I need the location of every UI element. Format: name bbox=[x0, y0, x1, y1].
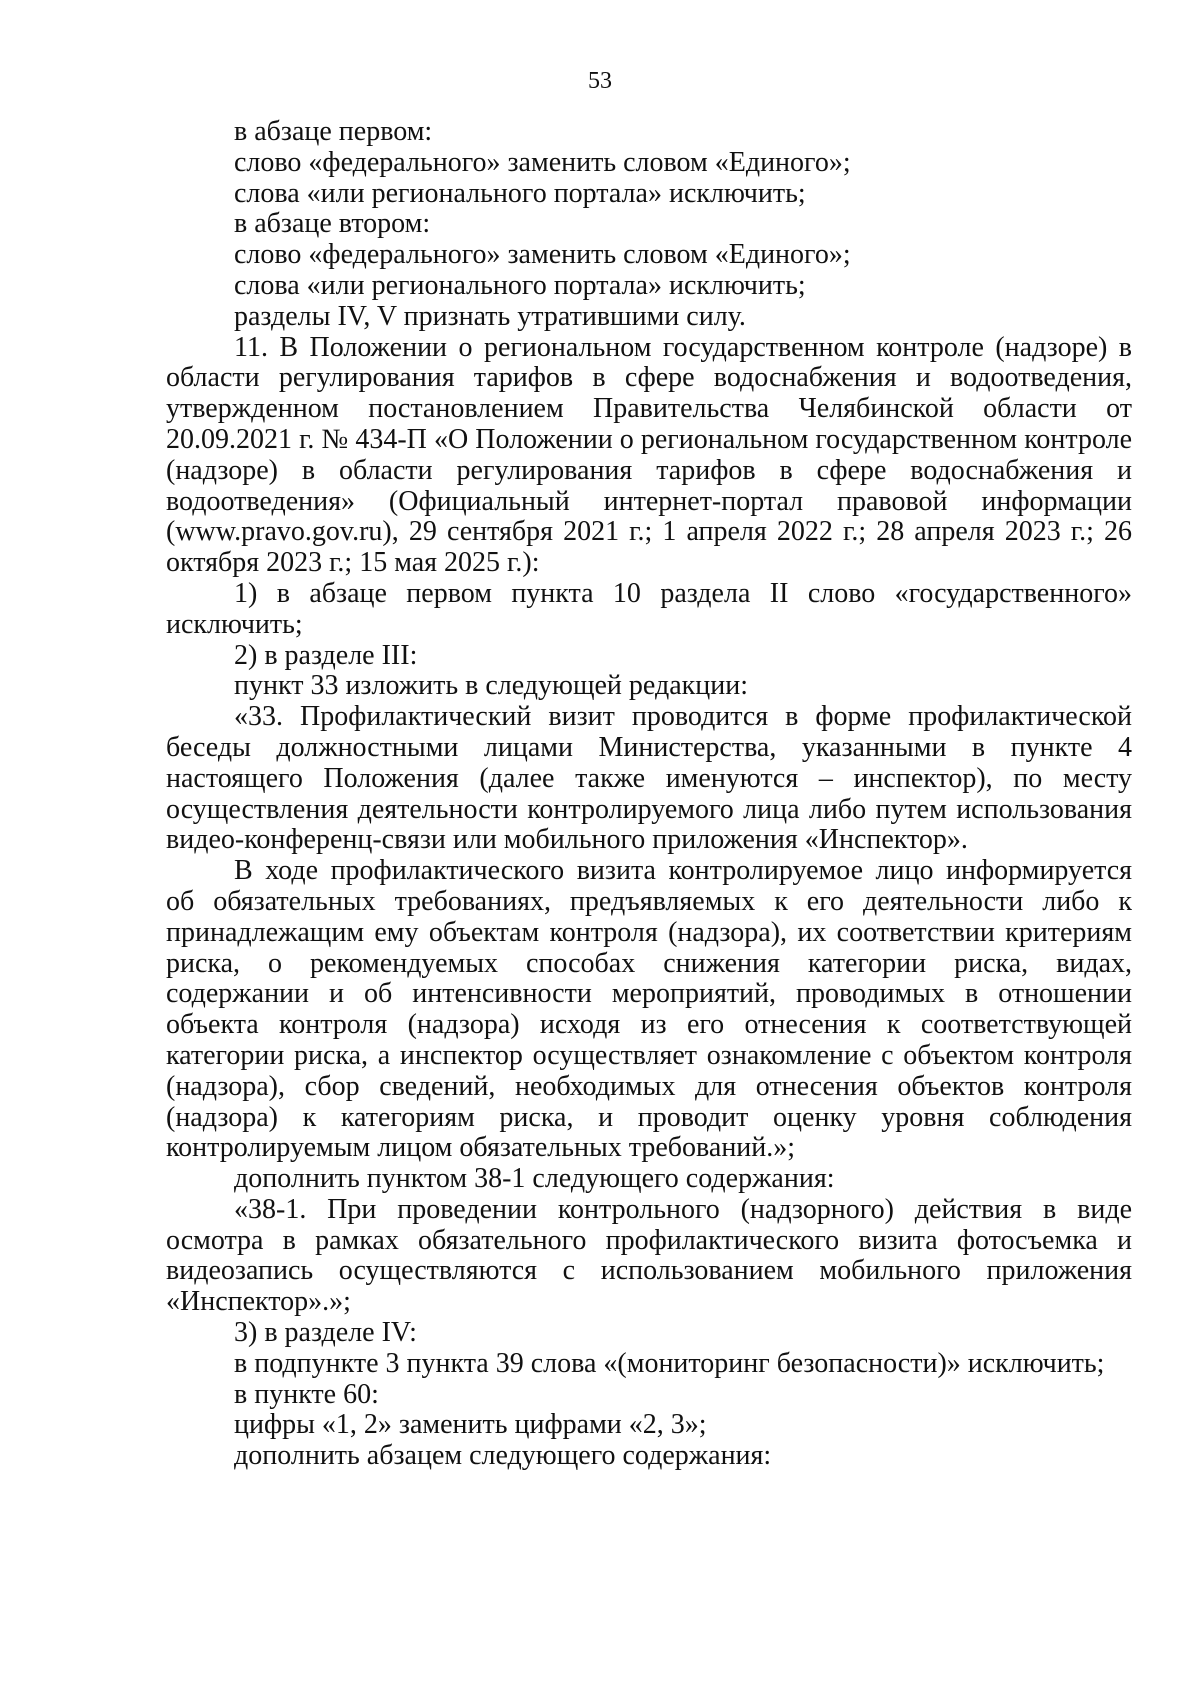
paragraph: 2) в разделе III: bbox=[234, 639, 418, 671]
paragraph: 3) в разделе IV: bbox=[234, 1317, 417, 1349]
paragraph: в подпункте 3 пункта 39 слова «(мониторинг безопасности)» исключить; bbox=[234, 1347, 1105, 1379]
paragraph: цифры «1, 2» заменить цифрами «2, 3»; bbox=[234, 1409, 707, 1441]
paragraph: В ходе профилактического визита контролируемое лицо информируется об обязательных требованиях, предъявляемых к его деятельности либо к принадлежащим ему объектам контроля (надзора), их соответствии критериям риска, о рекомендуемых способах снижения категории риска, видах, содержании и об интенсивности мероприятий, проводимых в отношении объекта контроля (надзора) исходя из его отнесения к соответствующей категории риска, а инспектор осуществляет ознакомление с объектом контроля (надзора), сбор сведений, необходимых для отнесения объектов контроля (надзора) к категориям риска, и проводит оценку уровня соблюдения контролируемым лицом обязательных требований.»; bbox=[166, 855, 1132, 1164]
paragraph: в пункте 60: bbox=[234, 1378, 379, 1410]
paragraph: пункт 33 изложить в следующей редакции: bbox=[234, 670, 748, 702]
paragraph: слово «федерального» заменить словом «Единого»; bbox=[234, 146, 851, 178]
page-number: 53 bbox=[588, 68, 612, 94]
paragraph: 11. В Положении о региональном государственном контроле (надзоре) в области регулирования тарифов в сфере водоснабжения и водоотведения, утвержденном постановлением Правительства Челябинской области от 20.09.2021 г. № 434-П «О Положении о региональном государственном контроле (надзоре) в области регулирования тарифов в сфере водоснабжения и водоотведения» (Официальный интернет-портал правовой информации (www.pravo.gov.ru), 29 сентября 2021 г.; 1 апреля 2022 г.; 28 апреля 2023 г.; 26 октября 2023 г.; 15 мая 2025 г.): bbox=[166, 331, 1132, 579]
paragraph: дополнить пунктом 38-1 следующего содержания: bbox=[234, 1163, 835, 1195]
paragraph: 1) в абзаце первом пункта 10 раздела II слово «государственного» исключить; bbox=[166, 577, 1132, 640]
paragraph: дополнить абзацем следующего содержания: bbox=[234, 1440, 772, 1472]
paragraph: «33. Профилактический визит проводится в форме профилактической беседы должностными лицами Министерства, указанными в пункте 4 настоящего Положения (далее также именуются – инспектор), по месту осуществления деятельности контролируемого лица либо путем использования видео-конференц-связи или мобильного приложения «Инспектор». bbox=[166, 701, 1132, 856]
paragraph: слова «или регионального портала» исключить; bbox=[234, 177, 806, 209]
document-body bbox=[166, 117, 1132, 1472]
paragraph: в абзаце втором: bbox=[234, 208, 431, 240]
paragraph: разделы IV, V признать утратившими силу. bbox=[234, 300, 746, 332]
paragraph: слово «федерального» заменить словом «Единого»; bbox=[234, 239, 851, 271]
paragraph: в абзаце первом: bbox=[234, 116, 433, 147]
paragraph: слова «или регионального портала» исключить; bbox=[234, 269, 806, 301]
paragraph: «38-1. При проведении контрольного (надзорного) действия в виде осмотра в рамках обязательного профилактического визита фотосъемка и видеозапись осуществляются с использованием мобильного приложения «Инспектор».»; bbox=[166, 1193, 1132, 1318]
